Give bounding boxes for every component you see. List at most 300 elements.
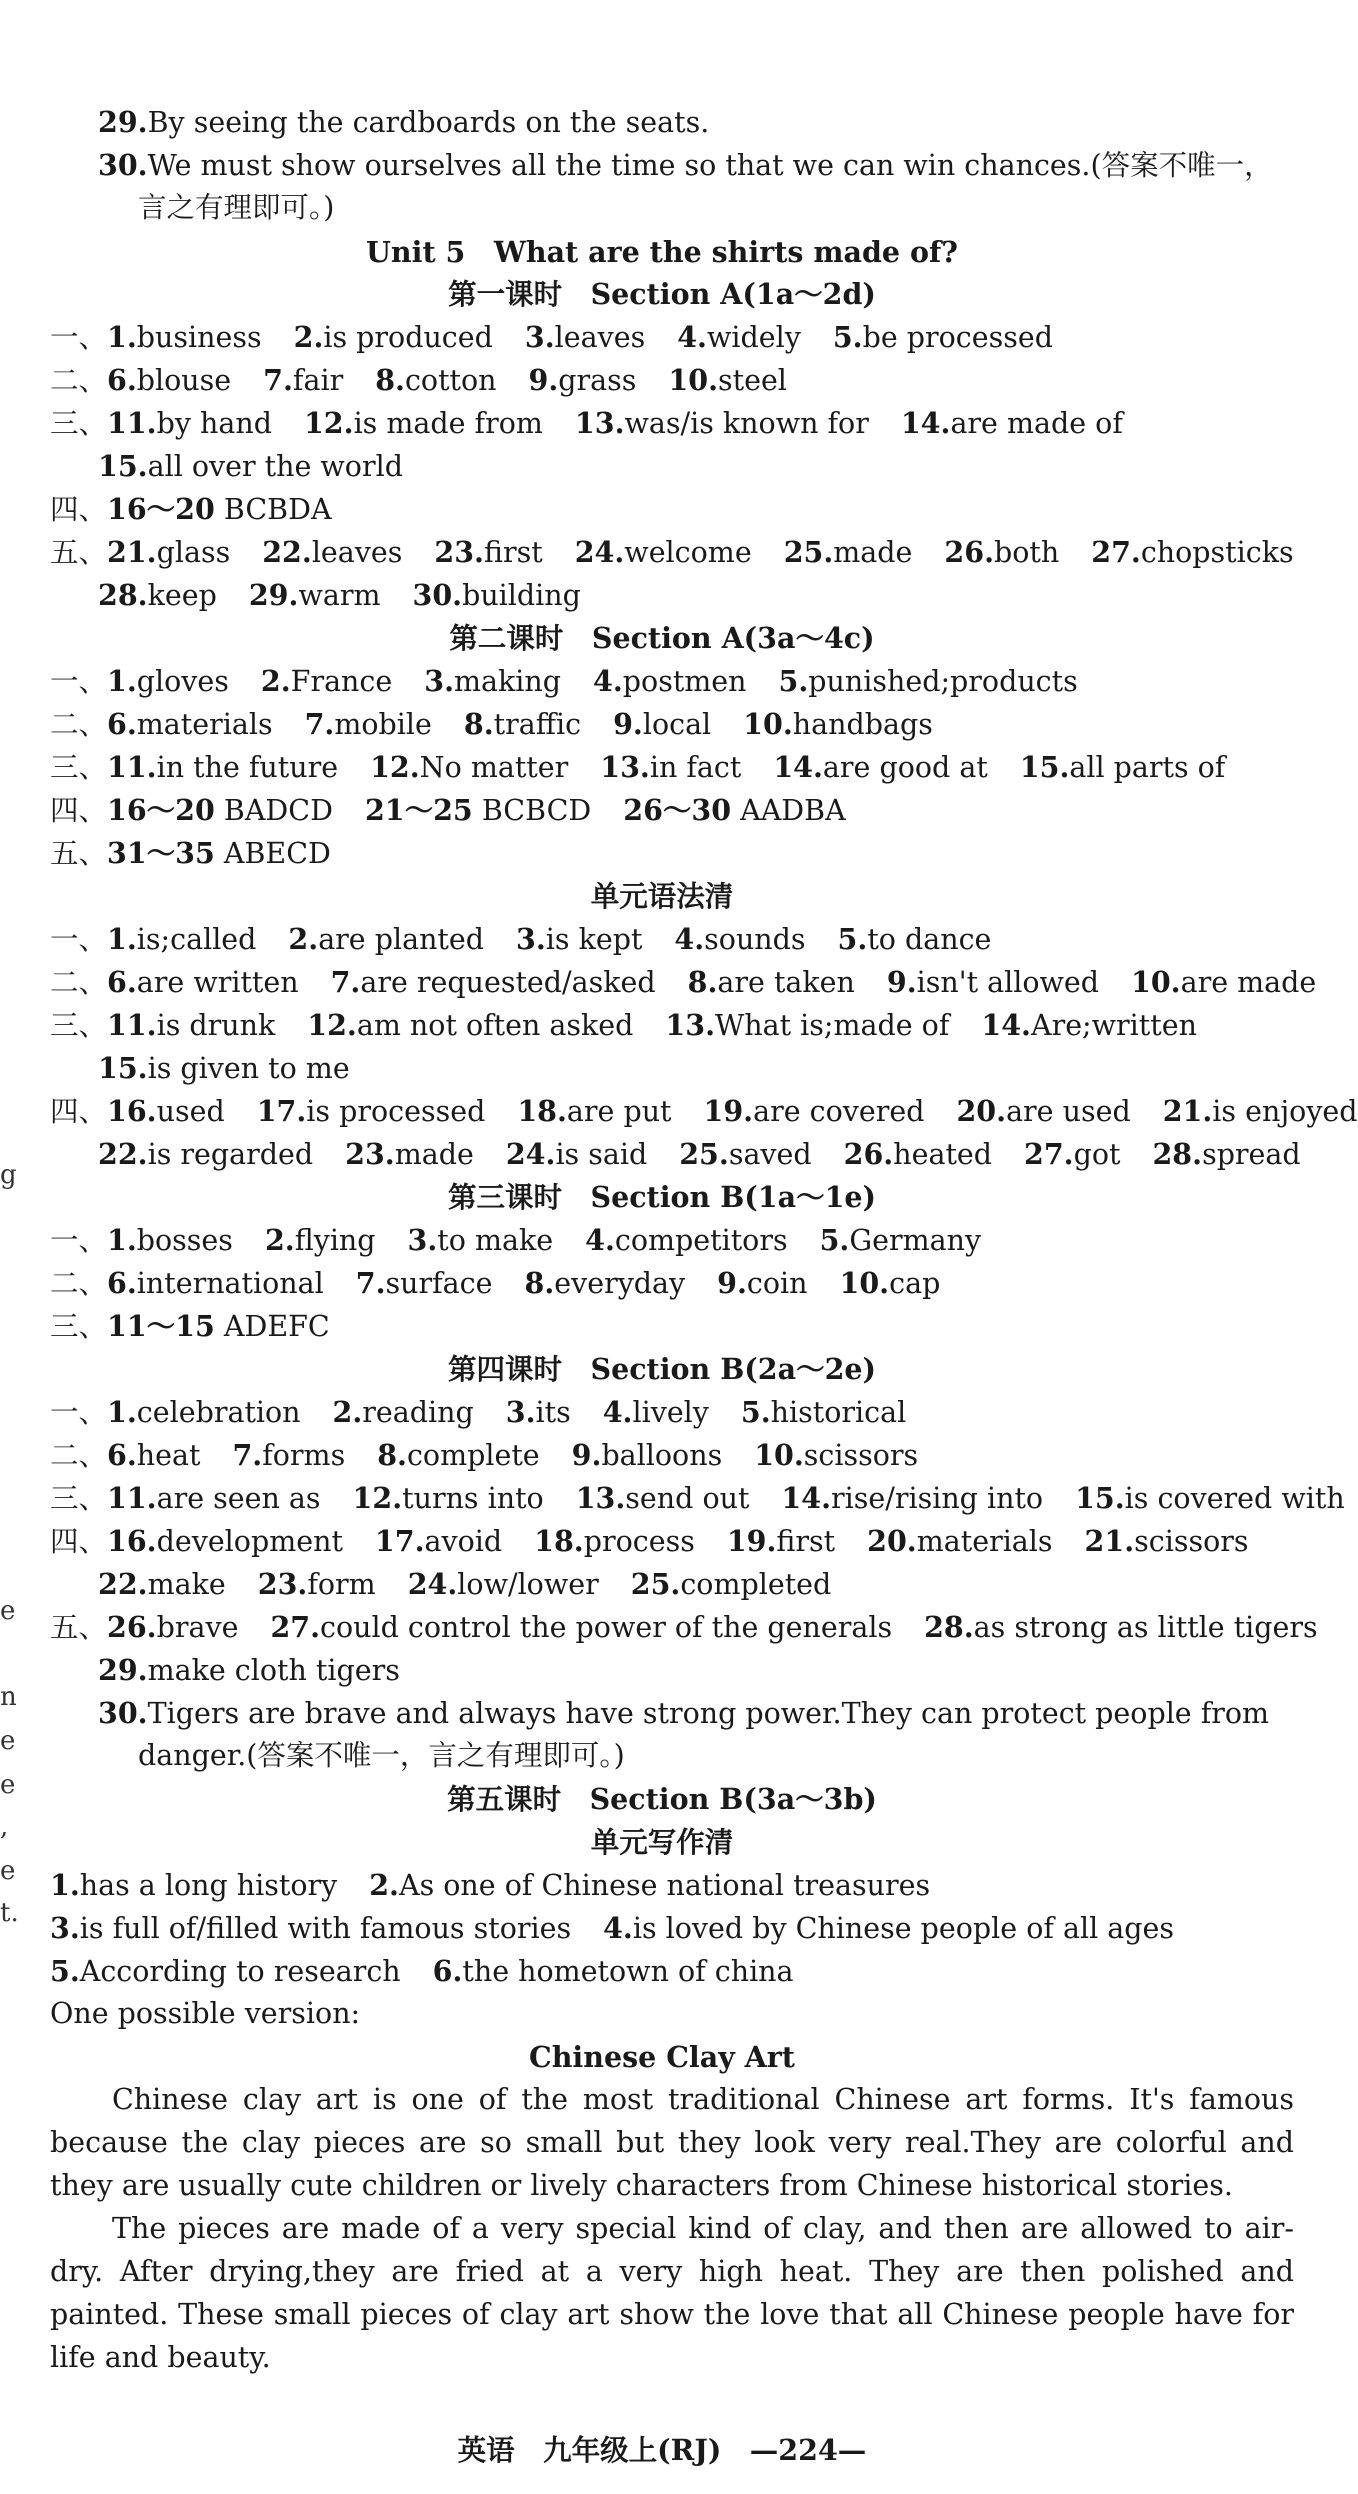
answer-number: 11～15	[107, 1309, 215, 1343]
lesson1-row5b	[98, 575, 581, 616]
answer-text: BADCD	[214, 794, 333, 827]
answer-text: is given to me	[147, 1052, 350, 1085]
answer-text: send out	[625, 1482, 750, 1515]
answer-item	[838, 923, 992, 956]
answer-item	[506, 1396, 571, 1429]
answer-number: 7.	[330, 965, 361, 999]
row-label: 四、	[50, 794, 108, 827]
answer-text: heated	[893, 1138, 993, 1171]
answer-text: historical	[770, 1396, 907, 1429]
lesson3-row1	[50, 1220, 981, 1261]
answer-text: are requested/asked	[360, 966, 656, 999]
answer-text: are made of	[950, 407, 1123, 440]
answer-item	[433, 1955, 794, 1988]
answer-item	[529, 364, 637, 397]
answer-text: surface	[385, 1267, 493, 1300]
answer-item	[107, 1009, 275, 1042]
answer-number: 6.	[107, 707, 137, 741]
answer-item	[464, 708, 581, 741]
answer-item	[353, 1482, 544, 1515]
answer-number: 2.	[293, 320, 324, 354]
answer-number: 24.	[505, 1137, 556, 1171]
answer-number: 16.	[107, 1524, 157, 1558]
answer-number: 5.	[819, 1223, 850, 1257]
answer-number: 21～25	[364, 793, 473, 827]
answer-item	[107, 493, 332, 526]
answer-item	[50, 1955, 401, 1988]
answer-number: 14.	[900, 406, 951, 440]
answer-number: 16～20	[107, 793, 215, 827]
answer-text: got	[1073, 1138, 1121, 1171]
answer-number: 12.	[303, 406, 354, 440]
answer-number: 3.	[524, 320, 555, 354]
answer-number: 13.	[600, 750, 650, 784]
answer-item	[288, 923, 484, 956]
lesson4-row5b	[98, 1650, 400, 1691]
answer-text: forms	[262, 1439, 346, 1472]
lesson4-row5	[50, 1607, 1318, 1648]
answer-item	[524, 1267, 685, 1300]
edge-mark: ,	[0, 1812, 9, 1842]
answer-number: 2.	[288, 922, 319, 956]
answer-item	[107, 1482, 321, 1515]
answer-text: According to research	[79, 1955, 401, 1988]
answer-number: 4.	[585, 1223, 615, 1257]
answer-text: saved	[728, 1138, 812, 1171]
answer-text: is full of/filled with famous stories	[79, 1912, 572, 1945]
answer-item	[107, 407, 272, 440]
answer-text: ADEFC	[214, 1310, 330, 1343]
grammar-row4	[50, 1091, 1358, 1132]
lesson1-row3b	[98, 446, 403, 487]
answer-text: glass	[156, 536, 231, 569]
row-label: 三、	[50, 407, 108, 440]
answer-text: are covered	[753, 1095, 925, 1128]
answer-item	[1163, 1095, 1358, 1128]
answer-item	[107, 966, 299, 999]
answer-number: 9.	[571, 1438, 602, 1472]
lesson4-row3	[50, 1478, 1345, 1519]
answer-number: 27.	[1091, 535, 1141, 569]
answer-number: 7.	[263, 363, 293, 397]
answer-item	[50, 1912, 571, 1945]
answer-number: 5.	[837, 922, 868, 956]
answer-text: made	[394, 1138, 474, 1171]
answer-item	[717, 1267, 807, 1300]
lesson4-row4	[50, 1521, 1249, 1562]
answer-text: is loved by Chinese people of all ages	[632, 1912, 1174, 1945]
answer-number: 20.	[956, 1094, 1007, 1128]
answer-number: 22.	[262, 535, 312, 569]
answer-text: flying	[294, 1224, 376, 1257]
answer-text: BCBCD	[472, 794, 592, 827]
answer-item	[1152, 1138, 1300, 1171]
answer-29: 29.By seeing the cardboards on the seats.	[98, 105, 710, 139]
answer-number: 13.	[575, 1481, 626, 1515]
answer-item	[674, 923, 805, 956]
answer-item	[773, 751, 987, 784]
answer-text: France	[290, 665, 393, 698]
answer-text: postmen	[622, 665, 747, 698]
answer-number: 17.	[256, 1094, 307, 1128]
answer-number: 19.	[703, 1094, 754, 1128]
answer-text: gloves	[136, 665, 229, 698]
edge-mark: e	[0, 1726, 16, 1756]
answer-item	[924, 1611, 1318, 1644]
answer-number: 8.	[375, 363, 405, 397]
answer-number: 6.	[432, 1954, 463, 1988]
essay-paragraph-1: Chinese clay art is one of the most traditional Chinese art forms. It's famous because the clay pieces are so small but they look very real.They are colorful and they are usually cute children or lively characters from Chinese historical stories.	[50, 2083, 1294, 2202]
answer-text: as strong as little tigers	[973, 1611, 1318, 1644]
answer-number: 3.	[505, 1395, 536, 1429]
row-label: 一、	[50, 1224, 108, 1257]
answer-number: 3.	[407, 1223, 438, 1257]
answer-number: 9.	[613, 707, 643, 741]
answer-text: is said	[555, 1138, 648, 1171]
answer-number: 26.	[107, 1610, 157, 1644]
answer-item	[370, 751, 568, 784]
answer-number: 10.	[754, 1438, 804, 1472]
answer-number: 5.	[50, 1954, 80, 1988]
answer-text: completed	[680, 1568, 832, 1601]
answer-item	[688, 966, 855, 999]
answer-text: leaves	[311, 536, 403, 569]
edge-mark: g	[0, 1160, 17, 1190]
answer-item	[412, 579, 580, 612]
essay-body	[50, 2078, 1294, 2379]
answer-text: local	[642, 708, 712, 741]
answer-item	[944, 536, 1059, 569]
answer-number: 1.	[107, 1223, 137, 1257]
answer-item	[517, 1095, 671, 1128]
answer-text: mobile	[334, 708, 432, 741]
row-label: 五、	[50, 536, 108, 569]
answer-item	[98, 1568, 226, 1601]
lesson2-row1	[50, 661, 1078, 702]
answer-text: is kept	[545, 923, 643, 956]
answer-item	[784, 536, 913, 569]
answer-item	[704, 1095, 925, 1128]
answer-30-continued: 言之有理即可。)	[138, 191, 335, 224]
row-label: 三、	[50, 1482, 108, 1515]
answer-number: 27.	[270, 1610, 321, 1644]
edge-mark: e	[0, 1596, 16, 1626]
answer-number: 28.	[1152, 1137, 1203, 1171]
answer-number: 4.	[677, 320, 707, 354]
essay-paragraph-2: The pieces are made of a very special kind of clay, and then are allowed to air-dry. After drying,they are fried at a very high heat. They are then polished and painted. These small pieces of clay art show the love that all Chinese people have for life and beauty.	[50, 2212, 1294, 2374]
lesson4-row4b	[98, 1564, 831, 1605]
answer-text: heat	[136, 1439, 201, 1472]
answer-item	[665, 1009, 949, 1042]
answer-item	[901, 407, 1123, 440]
answer-number: 8.	[687, 965, 718, 999]
answer-number: 8.	[524, 1266, 555, 1300]
answer-item	[506, 1138, 647, 1171]
answer-number: 2.	[369, 1868, 399, 1902]
answer-number: 19.	[726, 1524, 777, 1558]
answer-item	[305, 708, 432, 741]
answer-item	[107, 1611, 238, 1644]
answer-number: 2.	[332, 1395, 363, 1429]
answer-item	[754, 1439, 918, 1472]
answer-text: in fact	[649, 751, 742, 784]
answer-number: 11.	[107, 750, 157, 784]
answer-item	[668, 364, 787, 397]
answer-text: steel	[718, 364, 787, 397]
answer-number: 12.	[307, 1008, 357, 1042]
answer-text: coin	[746, 1267, 808, 1300]
answer-item	[585, 1224, 787, 1257]
answer-item	[107, 794, 333, 827]
answer-text: balloons	[601, 1439, 723, 1472]
answer-item	[345, 1138, 474, 1171]
lesson3-row3	[50, 1306, 330, 1347]
answer-number: 8.	[377, 1438, 407, 1472]
answer-number: 20.	[867, 1524, 917, 1558]
answer-number: 3.	[50, 1911, 80, 1945]
answer-text: is enjoyed	[1212, 1095, 1358, 1128]
edge-mark: e	[0, 1770, 16, 1800]
answer-number: 25.	[679, 1137, 729, 1171]
answer-number: 16.	[107, 1094, 157, 1128]
answer-item	[820, 1224, 982, 1257]
lesson1-row5	[50, 532, 1294, 573]
answer-text: business	[136, 321, 262, 354]
answer-item	[257, 1095, 486, 1128]
answer-number: 3.	[424, 664, 455, 698]
answer-text: to make	[437, 1224, 554, 1257]
answer-item	[258, 1568, 376, 1601]
answer-text: are planted	[318, 923, 484, 956]
answer-text: was/is known for	[624, 407, 869, 440]
answer-item	[603, 1396, 709, 1429]
answer-number: 15.	[98, 1051, 148, 1085]
lesson2-row2	[50, 704, 933, 745]
answer-item	[1085, 1525, 1249, 1558]
answer-item	[232, 1439, 345, 1472]
answer-text: are used	[1006, 1095, 1131, 1128]
row-label: 四、	[50, 1525, 108, 1558]
grammar-row2	[50, 962, 1316, 1003]
answer-item	[593, 665, 747, 698]
answer-item	[727, 1525, 835, 1558]
answer-number: 22.	[98, 1137, 148, 1171]
answer-text: first	[483, 536, 543, 569]
lesson1-row2	[50, 360, 787, 401]
answer-item	[525, 321, 645, 354]
lesson4-row1	[50, 1392, 906, 1433]
answer-text: are made	[1180, 966, 1317, 999]
grammar-row4b	[98, 1134, 1301, 1175]
answer-number: 10.	[1131, 965, 1181, 999]
answer-text: be processed	[862, 321, 1053, 354]
answer-item	[833, 321, 1053, 354]
answer-number: 26.	[843, 1137, 894, 1171]
answer-text: in the future	[156, 751, 339, 784]
answer-number: 25.	[783, 535, 834, 569]
answer-item	[424, 665, 561, 698]
essay-title: Chinese Clay Art	[529, 2040, 795, 2074]
answer-item	[677, 321, 801, 354]
lesson2-title: 第二课时 Section A(3a～4c)	[449, 621, 875, 655]
answer-text: all parts of	[1069, 751, 1226, 784]
answer-item	[575, 407, 869, 440]
answer-text: made	[833, 536, 913, 569]
answer-text: AADBA	[731, 794, 846, 827]
lesson2-row4	[50, 790, 846, 831]
answer-number: 18.	[517, 1094, 567, 1128]
answer-number: 6.	[107, 363, 137, 397]
row-label: 三、	[50, 1009, 108, 1042]
answer-number: 30.	[412, 578, 463, 612]
answer-text: am not often asked	[356, 1009, 634, 1042]
answer-text: building	[462, 579, 581, 612]
answer-item	[572, 1439, 723, 1472]
answer-text: process	[583, 1525, 695, 1558]
writing-row3	[50, 1951, 794, 1992]
answer-number: 5.	[832, 320, 863, 354]
answer-item	[434, 536, 542, 569]
answer-number: 4.	[674, 922, 705, 956]
answer-text: scissors	[803, 1439, 919, 1472]
row-label: 三、	[50, 751, 108, 784]
answer-text: first	[776, 1525, 836, 1558]
answer-number: 15.	[1019, 750, 1070, 784]
answer-number: 11.	[107, 1008, 157, 1042]
answer-text: make cloth tigers	[147, 1654, 400, 1687]
grammar-row3	[50, 1005, 1197, 1046]
answer-number: 21.	[1084, 1524, 1135, 1558]
answer-text: the hometown of china	[462, 1955, 794, 1988]
answer-item	[356, 1267, 493, 1300]
answer-number: 26.	[944, 535, 995, 569]
answer-text: What is;made of	[715, 1009, 950, 1042]
lesson1-row1	[50, 317, 1053, 358]
answer-number: 6.	[107, 965, 137, 999]
answer-item	[107, 364, 231, 397]
answer-number: 5.	[778, 664, 809, 698]
answer-text: celebration	[136, 1396, 301, 1429]
answer-text: sounds	[704, 923, 806, 956]
writing-title: 单元写作清	[590, 1825, 734, 1859]
answer-item	[262, 536, 402, 569]
writing-row1	[50, 1865, 930, 1906]
answer-item	[98, 579, 217, 612]
answer-number: 6.	[107, 1438, 137, 1472]
answer-text: ABECD	[214, 837, 331, 870]
answer-item	[107, 1310, 330, 1343]
answer-item	[840, 1267, 941, 1300]
answer-text: is made from	[353, 407, 543, 440]
lesson2-row5	[50, 833, 331, 874]
answer-number: 15.	[98, 449, 148, 483]
grammar-title: 单元语法清	[590, 879, 734, 913]
answer-text: is produced	[323, 321, 493, 354]
answer-number: 7.	[355, 1266, 386, 1300]
row-label: 二、	[50, 364, 108, 397]
row-label: 四、	[50, 1095, 108, 1128]
answer-item	[98, 1052, 350, 1085]
answer-text: competitors	[614, 1224, 788, 1257]
answer-text: scissors	[1134, 1525, 1249, 1558]
lesson1-row4	[50, 489, 332, 530]
answer-text: both	[994, 536, 1060, 569]
lesson3-title: 第三课时 Section B(1a～1e)	[447, 1180, 877, 1214]
answer-item	[98, 1654, 400, 1687]
answer-number: 2.	[260, 664, 291, 698]
grammar-row1	[50, 919, 991, 960]
answer-text: are good at	[822, 751, 988, 784]
answer-number: 11.	[107, 406, 157, 440]
answer-number: 3.	[516, 922, 546, 956]
answer-item	[107, 708, 273, 741]
row-label: 一、	[50, 923, 108, 956]
answer-item	[304, 407, 543, 440]
answer-30: 30.We must show ourselves all the time so that we can win chances.(答案不唯一，	[98, 148, 1273, 182]
answer-number: 10.	[668, 363, 718, 397]
answer-number: 29.	[98, 1653, 148, 1687]
answer-number: 21.	[107, 535, 157, 569]
answer-text: are put	[566, 1095, 672, 1128]
answer-text: is drunk	[156, 1009, 276, 1042]
answer-item	[107, 1439, 200, 1472]
answer-text: rise/rising into	[831, 1482, 1044, 1515]
answer-text: all over the world	[147, 450, 403, 483]
answer-number: 16～20	[107, 492, 215, 526]
answer-number: 9.	[717, 1266, 747, 1300]
answer-item	[534, 1525, 695, 1558]
answer-number: 23.	[257, 1567, 308, 1601]
answer-item	[844, 1138, 992, 1171]
answer-number: 28.	[924, 1610, 974, 1644]
answer-item	[1131, 966, 1316, 999]
answer-text: As one of Chinese national treasures	[398, 1869, 931, 1902]
answer-text: isn't allowed	[916, 966, 1099, 999]
lesson4-row2	[50, 1435, 918, 1476]
row-label: 一、	[50, 321, 108, 354]
answer-item	[408, 1568, 599, 1601]
answer-item	[265, 1224, 376, 1257]
answer-item	[307, 1009, 633, 1042]
answer-item	[107, 923, 256, 956]
answer-item	[107, 1224, 233, 1257]
row-label: 二、	[50, 708, 108, 741]
answer-text: to dance	[867, 923, 992, 956]
lesson4-answer-30-continued: danger.(答案不唯一，言之有理即可。)	[138, 1739, 625, 1772]
answer-item	[369, 1869, 930, 1902]
lesson2-row3	[50, 747, 1225, 788]
answer-number: 24.	[574, 535, 625, 569]
answer-item	[333, 1396, 474, 1429]
answer-number: 1.	[107, 664, 137, 698]
answer-item	[375, 1525, 502, 1558]
answer-item	[613, 708, 711, 741]
answer-number: 7.	[304, 707, 335, 741]
answer-number: 14.	[981, 1008, 1031, 1042]
answer-item	[679, 1138, 811, 1171]
answer-text: make	[147, 1568, 226, 1601]
answer-text: traffic	[493, 708, 582, 741]
answer-item	[270, 1611, 892, 1644]
answer-item	[377, 1439, 539, 1472]
lesson3-row2	[50, 1263, 940, 1304]
row-label: 五、	[50, 1611, 108, 1644]
answer-item	[1091, 536, 1293, 569]
answer-text: handbags	[792, 708, 933, 741]
answer-number: 18.	[534, 1524, 584, 1558]
answer-number: 4.	[603, 1911, 633, 1945]
answer-text: its	[535, 1396, 571, 1429]
